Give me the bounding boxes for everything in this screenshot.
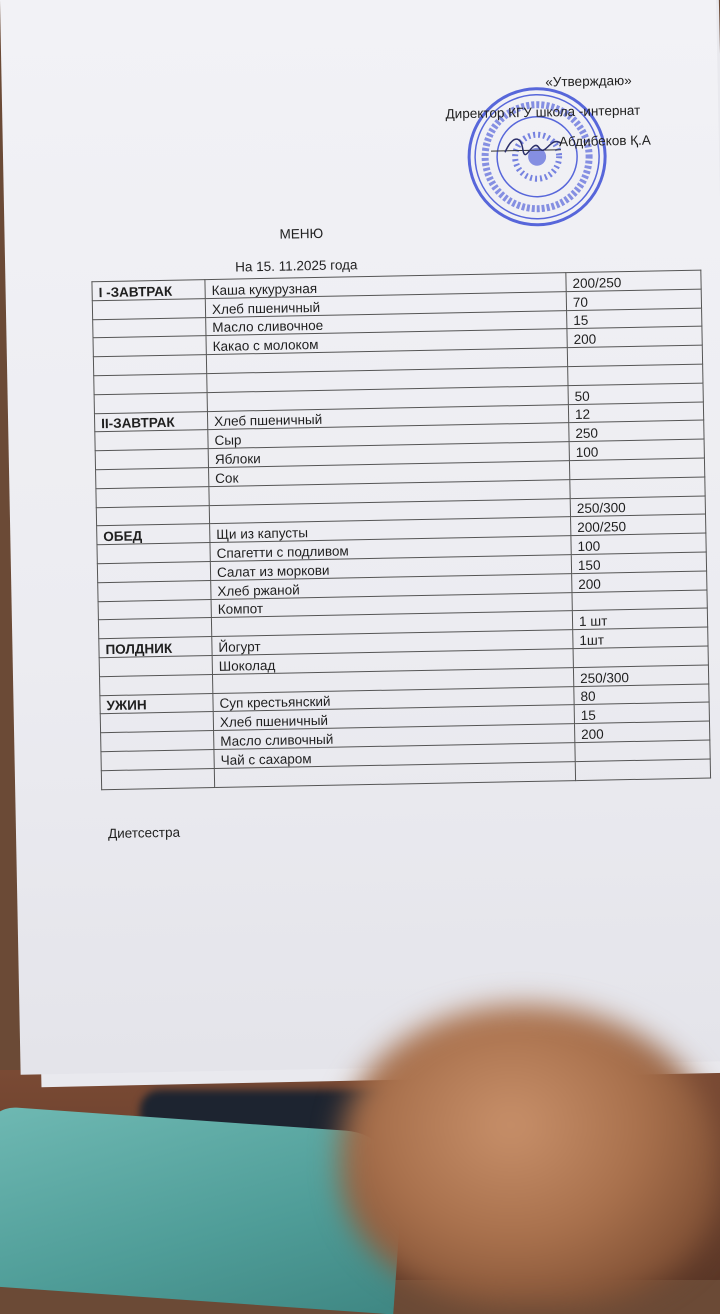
dish-cell: Хлеб пшеничный (213, 705, 574, 731)
director-title: Директор КГУ школа -интернат (445, 102, 641, 122)
meal-cell (92, 298, 205, 319)
meal-cell (101, 731, 214, 752)
qty-cell: 12 (568, 402, 703, 423)
qty-cell (575, 759, 710, 780)
dish-cell: Хлеб пшеничный (207, 404, 568, 430)
qty-cell: 250/300 (570, 496, 705, 517)
meal-cell (97, 562, 210, 583)
meal-cell (96, 468, 209, 489)
qty-cell: 150 (571, 552, 706, 573)
meal-cell (98, 580, 211, 601)
menu-date: На 15. 11.2025 года (235, 257, 358, 275)
signer-name: Абдибеков Қ.А (558, 132, 651, 150)
meal-cell (95, 449, 208, 470)
dish-cell: Яблоки (208, 442, 569, 468)
dish-cell: Салат из моркови (210, 555, 571, 581)
qty-cell: 250/300 (573, 665, 708, 686)
meal-cell (98, 599, 211, 620)
meal-cell (95, 430, 208, 451)
dish-cell: Хлеб ржаной (211, 573, 572, 599)
dish-cell: Масло сливочное (206, 310, 567, 336)
qty-cell: 70 (566, 289, 701, 310)
meal-cell (98, 618, 211, 639)
meal-cell (96, 486, 209, 507)
meal-cell: II-ЗАВТРАК (94, 411, 207, 432)
page-title: МЕНЮ (279, 225, 324, 242)
qty-cell: 200 (567, 326, 702, 347)
qty-cell: 50 (568, 383, 703, 404)
dish-cell: Компот (211, 592, 572, 618)
dish-cell: Шоколад (212, 649, 573, 675)
dish-cell: Суп крестьянский (213, 686, 574, 712)
dish-cell: Щи из капусты (210, 517, 571, 543)
qty-cell: 200 (572, 571, 707, 592)
dish-cell: Масло сливочный (214, 724, 575, 750)
meal-cell (94, 392, 207, 413)
dish-cell: Йогурт (212, 630, 573, 656)
meal-cell (93, 336, 206, 357)
qty-cell: 200/250 (571, 514, 706, 535)
meal-cell (96, 505, 209, 526)
dish-cell: Сыр (208, 423, 569, 449)
dietsister-label: Диетсестра (107, 824, 181, 842)
meal-cell (94, 374, 207, 395)
handwritten-signature (503, 129, 564, 160)
meal-cell: УЖИН (100, 693, 213, 714)
qty-cell: 80 (574, 684, 709, 705)
dish-cell: Какао с молоком (206, 329, 567, 355)
qty-cell: 1шт (573, 627, 708, 648)
meal-cell: ПОЛДНИК (99, 637, 212, 658)
qty-cell: 15 (567, 308, 702, 329)
dish-cell: Чай с сахаром (214, 743, 575, 769)
qty-cell: 15 (574, 702, 709, 723)
approval-label: «Утверждаю» (545, 72, 632, 90)
meal-cell: I -ЗАВТРАК (92, 280, 205, 301)
menu-table (91, 270, 711, 790)
qty-cell: 200 (574, 721, 709, 742)
dish-cell: Хлеб пшеничный (205, 291, 566, 317)
dish-cell: Каша кукурузная (205, 273, 566, 299)
qty-cell: 250 (569, 420, 704, 441)
meal-cell (93, 317, 206, 338)
qty-cell: 200/250 (566, 270, 701, 291)
dish-cell: Сок (209, 461, 570, 487)
meal-cell (101, 749, 214, 770)
meal-cell (99, 655, 212, 676)
meal-cell (93, 355, 206, 376)
dish-cell: Спагетти с подливом (210, 536, 571, 562)
qty-cell: 1 шт (572, 608, 707, 629)
meal-cell (97, 543, 210, 564)
meal-cell (100, 712, 213, 733)
qty-cell (575, 740, 710, 761)
meal-cell (100, 674, 213, 695)
qty-cell: 100 (569, 439, 704, 460)
meal-cell (101, 768, 214, 789)
qty-cell: 100 (571, 533, 706, 554)
meal-cell: ОБЕД (97, 524, 210, 545)
